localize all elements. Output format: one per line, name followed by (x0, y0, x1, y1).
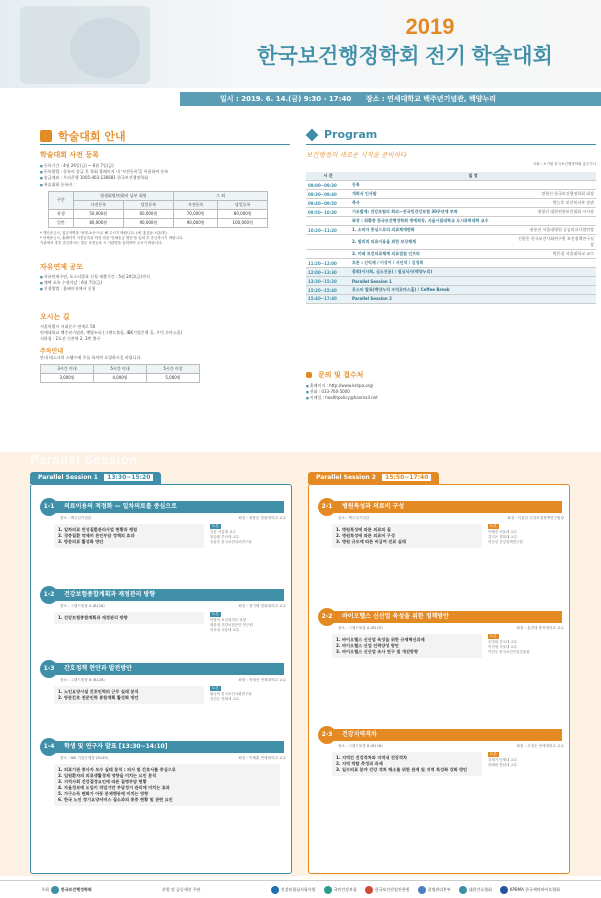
session-item: 5. 가구소득 변화가 아동 문제행동에 미치는 영향 (58, 791, 149, 796)
session-meta (338, 744, 564, 749)
session-item: 4. 자율정보에 도입이 작업기반 부담정거 관리에 미치는 효과 (58, 785, 170, 790)
sponsor-name: 한국보건산업진흥원 (374, 886, 410, 892)
session-place: 장소 : 그랜드볼룸 A (B125) (338, 626, 383, 630)
discussant: 김윤 서울대 교수 (210, 530, 236, 534)
session-number: 2-3 (318, 726, 336, 744)
discussant: 최윤정 건강보험공단 연구원 (210, 623, 253, 627)
directions-line: 서울특별시 서대문구 연세로 50 (40, 324, 96, 329)
session-number: 1-2 (40, 586, 58, 604)
session-chair: 좌장 : 이용갑 건강보험정책연구원장 (507, 516, 564, 520)
session-meta (60, 516, 286, 521)
program-row (306, 268, 596, 277)
date-venue-bar (180, 92, 601, 106)
discussant: 이진우 한국보건산업진흥원 (488, 650, 530, 654)
free-line: ■ 채택 초록 수정마감 : 6월 7일(금) (40, 280, 295, 286)
fee-table (48, 191, 268, 228)
contact-title: 문의 및 접수처 (318, 371, 364, 379)
parking-note: 안내 데스크의 스탬프에 주를 하셔야 요청하시길 바랍니다. (40, 354, 142, 360)
session-title: 병원특성과 의료비 구성 (334, 501, 562, 513)
discussant-label: 토론 (490, 634, 497, 638)
fee-note: * 단체송금시, 홈페이지 사전등록을 하신 다음 '단체송금 명단'을 입력 후 송금하시기 바랍니다. (40, 235, 184, 240)
host-label: 주최 (41, 886, 49, 892)
session-item: 2. 병원특성에 따른 의료비 구성 (336, 533, 395, 538)
fee-cell: 일반 (49, 218, 74, 227)
session-title: 건강보험종합계획과 재정관리 방향 (56, 589, 284, 601)
program-row (306, 235, 596, 250)
program-title: 1. 소비자 중심으로의 의료체계변화 (350, 226, 516, 235)
session-item: 1. 지역간 건강격차와 지역내 건강격차 (336, 755, 408, 760)
program-row (306, 217, 596, 226)
discussant-label: 토론 (490, 752, 497, 756)
program-title: 등록 (350, 181, 516, 190)
registration-title: 학술대회 사전 등록 (40, 151, 99, 159)
guide-heading (40, 128, 126, 144)
sponsor-name: 건강보험심사평가원 (280, 886, 316, 892)
sponsor-logo (324, 886, 357, 894)
ps1-tab (30, 472, 161, 484)
col-time: 시 간 (306, 172, 350, 181)
sponsor-logo (271, 886, 316, 894)
ps1-label: Parallel Session 1 (38, 474, 98, 481)
discussant-label: 토론 (212, 524, 219, 528)
program-person (516, 268, 596, 277)
program-title: 3. 미래 보건의료체계 의료접점 인프라 (350, 250, 516, 259)
parking-fee: 5,000원 (147, 373, 200, 382)
fee-cell: 100,000원 (218, 218, 268, 227)
sponsor-label: 후원 및 공동세션 주관 (161, 886, 201, 892)
banner-decoration (70, 18, 140, 78)
session-meta (60, 756, 286, 761)
ps2-label: Parallel Session 2 (316, 474, 376, 481)
session-title: 건강지역격차 (334, 729, 562, 741)
free-line: ■ 자유연제구연, 포스터발표 신청 제출기간 : 5월 24일(금)까지 (40, 274, 295, 280)
session-item: 2. 지역 박탈 측정과 과제 (336, 761, 383, 766)
sponsor-logo (365, 886, 410, 894)
fee-cell: 50,000원 (73, 209, 123, 218)
host-logo (41, 886, 92, 894)
session-number: 1-3 (40, 660, 58, 678)
sponsor-emblem-icon (365, 886, 373, 894)
program-person (516, 217, 596, 226)
program-time: 10:20~11:20 (306, 226, 350, 235)
program-person (516, 286, 596, 295)
program-time: 12:00~13:30 (306, 268, 350, 277)
fee-note: * 개인송금시, 입금자명을 '성명-소속'으로 해 주시기 바랍니다. (예 '홍길동-서울대') (40, 230, 167, 235)
program-person: 정형선 한국보건행정학회 회장 (516, 190, 596, 199)
host-emblem-icon (51, 886, 59, 894)
session-item: 2. 방문간호 전문인력 통합계획 활성화 방안 (58, 695, 139, 700)
program-row (306, 250, 596, 259)
program-title: Parallel Session 2 (350, 295, 516, 304)
program-table (306, 172, 596, 304)
contact-icon (306, 372, 312, 378)
program-title: 축사 (350, 199, 516, 208)
program-time: 13:30~15:20 (306, 277, 350, 286)
session-chair: 좌장 : 정기택 경희대학교 교수 (238, 604, 286, 608)
registration-line: ■ 등록방법 : 등록비 송금 후 학회 홈페이지 내 '사전등록'을 이용하여 등록 (40, 169, 295, 175)
program-row (306, 190, 596, 199)
session-place: 장소 : 백주년기념관 (338, 516, 370, 520)
program-row (306, 259, 596, 268)
program-title: 개회식 인사말 (350, 190, 516, 199)
program-person (516, 277, 596, 286)
registration-line: ■ 송금계좌 : 우리은행 1005-403-136681 한국보건행정학회 (40, 175, 295, 181)
ps2-time: 15:50~17:40 (382, 474, 431, 481)
session-item: 3. 지역사회 건강결정요인에 따른 질병부담 현황 (58, 779, 147, 784)
info-icon (40, 130, 52, 142)
fee-cell: 60,000원 (123, 209, 173, 218)
session-items (54, 686, 204, 704)
session-items (332, 634, 482, 658)
sponsor-name: 국민건강보험 (333, 886, 357, 892)
session-meta (60, 604, 286, 609)
session-item: 2. 경증질환 약제비 본인부담 정책의 효과 (58, 533, 135, 538)
event-date: 일시 : 2019. 6. 14.(금) 9:30 - 17:40 (220, 95, 352, 103)
event-venue: 장소 : 연세대학교 백주년기념관, 백양누리 (365, 95, 497, 103)
guide-title: 학술대회 안내 (58, 130, 126, 143)
fee-header: 구분 (49, 191, 74, 209)
discussant: 송영희 건국대 교수 (488, 640, 518, 644)
program-title: 좌장 : 최황종 한국보건행정학회 명예회장, 서울시립대학교 도시과학대학 교수 (350, 217, 516, 226)
program-row (306, 277, 596, 286)
program-time (306, 235, 350, 250)
fee-header: 평생회원/연회비 납부 회원 (73, 191, 173, 200)
program-person: 정형선 대한연관보건협회 이사장 (516, 208, 596, 217)
discussants (488, 634, 530, 655)
session-number: 1-4 (40, 738, 58, 756)
discussant: 김재기 인제대 교수 (488, 758, 518, 762)
session-item: 1. 건강보험종합계획과 재정관리 방향 (58, 615, 128, 620)
fee-cell: 80,000원 (73, 218, 123, 227)
directions-line: 지하철 : 2호선 신촌역 2, 3번 출구 (40, 336, 101, 342)
divider (306, 144, 596, 145)
session-number: 1-1 (40, 498, 58, 516)
program-time (306, 250, 350, 259)
fee-cell: 90,000원 (123, 218, 173, 227)
host-name: 한국보건행정학회 (60, 886, 92, 892)
program-person: 박능후 보건복지부 장관 (516, 199, 596, 208)
session-items (54, 764, 280, 806)
sponsor-logo (459, 886, 492, 894)
session-title: 간호정책 현안과 발전방안 (56, 663, 284, 675)
program-person (516, 181, 596, 190)
session-items (54, 524, 204, 548)
session-item: 1. 의료기관 종사자 보수 실태 분석 : 의사 및 간호사를 중심으로 (58, 767, 176, 772)
session-chair: 좌장 : 이혜훈 연세대학교 교수 (238, 756, 286, 760)
registration-line: ■ 학술대회 등록비 : (40, 182, 295, 188)
divider (40, 144, 290, 145)
fee-subheader: 사전등록 (173, 200, 218, 209)
session-place: 장소 : 백주년기념관 (60, 516, 92, 520)
session-meta (60, 678, 286, 683)
session-number: 2-2 (318, 608, 336, 626)
program-title: 총회(이사회, 심소진용) / 점심식사(백양누리) (350, 268, 516, 277)
session-item: 1. 병원특성에 따른 의료의 질 (336, 527, 391, 532)
ps1-time: 13:30~15:20 (104, 474, 153, 481)
program-row (306, 226, 596, 235)
program-person (516, 259, 596, 268)
program-title: Parallel Session 1 (350, 277, 516, 286)
parking-header: 5시간 이상 (147, 364, 200, 373)
program-title: 기조발제: 건강보험의 회피—전국민건강보험 30주년에 부쳐 (350, 208, 516, 217)
contact-line: ■ 이메일 : healthpolicy@hanmail.net (306, 395, 596, 401)
session-title: 의료이용의 적정화 — 일차의료를 중심으로 (56, 501, 284, 513)
session-title: 학생 및 연구자 발표 [13:30~14:10] (56, 741, 284, 753)
program-person: 박은철 서울대학교 교수 (516, 250, 596, 259)
sponsor-emblem-icon (500, 886, 508, 894)
fee-cell: 80,000원 (218, 209, 268, 218)
program-heading (306, 128, 377, 141)
program-row (306, 181, 596, 190)
contact-section (306, 370, 596, 402)
session-meta (338, 626, 564, 631)
directions-line: 연세대학교 백주년기념관, 백양누리 (그랜드볼룸, IBK기업은행 홀, 우덕 로마스홀) (40, 330, 183, 336)
program-person: 신현웅 한국보건사회연구원 보건정책연구실장 (516, 235, 596, 250)
parking-header: 5시간 이내 (94, 364, 147, 373)
discussant: 김진수 연세대 교수 (210, 697, 240, 701)
discussants (210, 524, 252, 545)
program-title: 토론 : 신익재 / 이상이 / 서인석 / 김정희 (350, 259, 516, 268)
discussant: 허순임 건강정책연구원 (488, 540, 523, 544)
sponsor-emblem-icon (324, 886, 332, 894)
program-row (306, 286, 596, 295)
program-row (306, 295, 596, 304)
sponsor-name: KPBMA 한국제약바이오협회 (509, 886, 560, 892)
discussant: 김지은 경희대 교수 (488, 535, 518, 539)
session-meta (338, 516, 564, 521)
sponsor-emblem-icon (271, 886, 279, 894)
fee-note: 기관에서 추후 송금하시는 경우 사전등록 시 기관명을 입력하여 주시기 바랍니다. (40, 240, 163, 245)
parking-table (40, 364, 200, 383)
discussant: 이서영 서울대 교수 (488, 645, 518, 649)
program-row (306, 208, 596, 217)
discussant: 한승환 부산대 교수 (210, 535, 240, 539)
session-item: 1. 바이오헬스 신산업 육성을 위한 규제혁신과제 (336, 637, 425, 642)
program-title: 포스터 발표(백양누리 우덕로마스홀) / Coffee Break (350, 286, 516, 295)
sponsor-emblem-icon (459, 886, 467, 894)
session-item: 1. 노인요양시설 간호인력의 근무 실태 분석 (58, 689, 139, 694)
registration-line: ■ 등록기간 : 4월 26일(금) ~ 6월 7일(금) (40, 163, 295, 169)
parking-title: 주차안내 (40, 347, 64, 355)
directions-title: 오시는 길 (40, 313, 70, 321)
registration-section (40, 150, 295, 246)
program-person (516, 295, 596, 304)
session-item: 2. 입원환자의 의료생활경제 영향을 미치는 요인 분석 (58, 773, 157, 778)
contact-line: ■ 전화 : 033-760-5000 (306, 389, 596, 395)
program-time: 09:00~09:30 (306, 181, 350, 190)
session-item: 2. 바이오헬스 산업 인력양성 방안 (336, 643, 399, 648)
discussants (488, 752, 517, 768)
fee-cell: 90,000원 (173, 218, 218, 227)
program-time: 09:30~09:40 (306, 190, 350, 199)
program-icon (306, 128, 319, 141)
discussant: 송윤후 한국보건의료연구원 (210, 540, 252, 544)
parking-fee: 3,000원 (41, 373, 94, 382)
program-row (306, 199, 596, 208)
session-place: 장소 : 그랜드볼룸 A (B126) (60, 604, 105, 608)
contact-line: ■ 홈페이지 : http://www.kshpa.org/ (306, 383, 596, 389)
footer (0, 880, 601, 898)
free-title: 자유연제 공모 (40, 263, 84, 271)
program-person: 권용진 서울대병원 공공의료사업단장 (516, 226, 596, 235)
parking-fee: 4,000원 (94, 373, 147, 382)
sponsor-emblem-icon (418, 886, 426, 894)
program-time: 11:20~12:00 (306, 259, 350, 268)
parallel-session-title: Parallel Session (30, 452, 138, 467)
program-tagline: 보건행정의 새로운 시작을 준비하다 (306, 151, 407, 159)
session-place: 장소 : IBK 기업은행홀 (B149) (60, 756, 109, 760)
call-for-papers (40, 262, 295, 293)
fee-header: 그 외 (173, 191, 267, 200)
session-item: 3. 바이오헬스 신산업 조사 연구 및 개선방향 (336, 649, 419, 654)
fee-subheader: 당일등록 (123, 200, 173, 209)
fee-cell: 70,000원 (173, 209, 218, 218)
session-place: 장소 : 그랜드볼룸 B (B126) (338, 744, 383, 748)
sponsor-name: 대한간호협회 (468, 886, 492, 892)
session-chair: 좌장 : 정형선 연세대학교 교수 (238, 678, 286, 682)
discussant: 남혜원 충남대 교수 (488, 763, 518, 767)
program-time: 15:20~15:40 (306, 286, 350, 295)
discussants (210, 612, 253, 633)
session-place: 장소 : 그랜드볼룸 B (B126) (60, 678, 105, 682)
parking-header: 3시간 이내 (41, 364, 94, 373)
discussant: 이혜진 서울대 교수 (488, 530, 518, 534)
program-time: 15:40~17:40 (306, 295, 350, 304)
event-title: 한국보건행정학회 전기 학술대회 (257, 45, 553, 68)
event-year: 2019 (405, 14, 455, 39)
discussant: 황나미 한국보건사회연구원 (210, 692, 252, 696)
session-number: 2-1 (318, 498, 336, 516)
sponsor-name: 질병관리본부 (427, 886, 451, 892)
program-title: Program (324, 128, 378, 141)
program-time (306, 217, 350, 226)
session-title: 바이오헬스 신산업 육성을 위한 정책방안 (334, 611, 562, 623)
sponsor-logo (500, 886, 560, 894)
discussant-label: 토론 (490, 524, 497, 528)
session-chair: 좌장 : 서경준 연세대학교 교수 (516, 744, 564, 748)
discussant: 이호성 서울대 교수 (210, 628, 240, 632)
discussant-label: 토론 (212, 612, 219, 616)
session-item: 6. 한국 노인 장기요양서비스 질소과의 통증 현황 및 관련 요인 (58, 797, 173, 802)
program-chair: 사회 : 조기원 한국보건행정학회 총무이사 (532, 162, 596, 166)
session-item: 3. 방문의료 활성화 방안 (58, 539, 104, 544)
fee-cell: 학생 (49, 209, 74, 218)
session-items (332, 524, 482, 548)
session-chair: 좌장 : 홍진태 충북대학교 교수 (516, 626, 564, 630)
session-items (54, 612, 204, 624)
session-chair: 좌장 : 최용준 한림대학교 교수 (238, 516, 286, 520)
program-title: 2. 합리적 의료이용을 위한 보상체계 (350, 235, 516, 250)
session-item: 3. 병원 규모에 따른 비급여 진료 실태 (336, 539, 406, 544)
directions (40, 312, 295, 383)
ps2-tab (308, 472, 439, 484)
program-time: 09:50~10:30 (306, 208, 350, 217)
fee-subheader: 사전등록 (73, 200, 123, 209)
discussant-label: 토론 (212, 686, 219, 690)
discussants (210, 686, 252, 702)
discussant: 이왕석 보건복지부 과장 (210, 618, 247, 622)
session-item: 1. 일차의료 만성질환관리사업 현황과 쟁점 (58, 527, 138, 532)
discussants (488, 524, 523, 545)
col-schedule: 일 정 (350, 172, 596, 181)
free-line: ■ 신청방법 : 홈페이지에서 신청 (40, 286, 295, 292)
session-items (332, 752, 482, 776)
session-item: 3. 일수의료 분야 건강 격차 해소를 위한 관계 및 지역 특성화 강화 방안 (336, 767, 468, 772)
fee-subheader: 당일등록 (218, 200, 268, 209)
sponsor-logo (418, 886, 451, 894)
program-time: 09:40~09:50 (306, 199, 350, 208)
